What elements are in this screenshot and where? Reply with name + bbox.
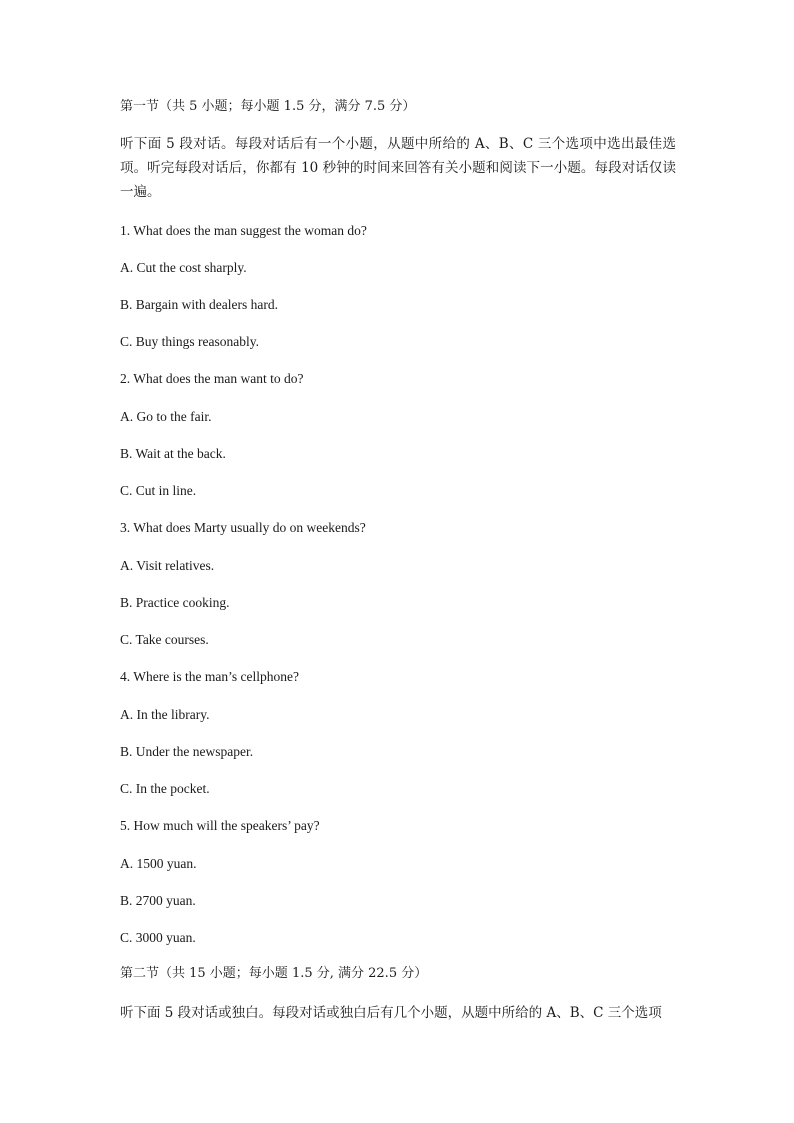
question-3-option-b: B. Practice cooking. xyxy=(120,595,230,610)
question-3-option-c: C. Take courses. xyxy=(120,632,209,647)
question-2-option-c: C. Cut in line. xyxy=(120,483,197,498)
question-4-option-a: A. In the library. xyxy=(120,707,210,722)
question-1-stem: 1. What does the man suggest the woman do? xyxy=(120,223,367,238)
question-1-option-a: A. Cut the cost sharply. xyxy=(120,260,247,275)
question-3-option-a: A. Visit relatives. xyxy=(120,558,215,573)
question-4-option-c: C. In the pocket. xyxy=(120,781,210,796)
question-5-option-b: B. 2700 yuan. xyxy=(120,893,196,908)
question-5-option-c: C. 3000 yuan. xyxy=(120,930,196,945)
question-3-stem: 3. What does Marty usually do on weekends? xyxy=(120,520,366,535)
section2-heading: 第二节（共 15 小题；每小题 1.5 分, 满分 22.5 分） xyxy=(120,966,428,981)
question-5-stem: 5. How much will the speakers’ pay? xyxy=(120,818,320,833)
question-5-option-a: A. 1500 yuan. xyxy=(120,856,197,871)
question-1-option-c: C. Buy things reasonably. xyxy=(120,334,259,349)
question-2-stem: 2. What does the man want to do? xyxy=(120,371,304,386)
question-2-option-a: A. Go to the fair. xyxy=(120,409,212,424)
section2-instructions: 听下面 5 段对话或独白。每段对话或独白后有几个小题，从题中所给的 A、B、C 三个选项 xyxy=(120,1005,662,1021)
section1-instructions: 听下面 5 段对话。每段对话后有一个小题，从题中所给的 A、B、C 三个选项中选出最佳选项。听完每段对话后，你都有 10 秒钟的时间来回答有关小题和阅读下一小题。每段对话仅读一遍。 xyxy=(120,136,676,200)
section1-heading: 第一节（共 5 小题；每小题 1.5 分，满分 7.5 分） xyxy=(120,99,416,114)
question-4-option-b: B. Under the newspaper. xyxy=(120,744,254,759)
question-1-option-b: B. Bargain with dealers hard. xyxy=(120,297,278,312)
question-2-option-b: B. Wait at the back. xyxy=(120,446,226,461)
question-4-stem: 4. Where is the man’s cellphone? xyxy=(120,669,299,684)
